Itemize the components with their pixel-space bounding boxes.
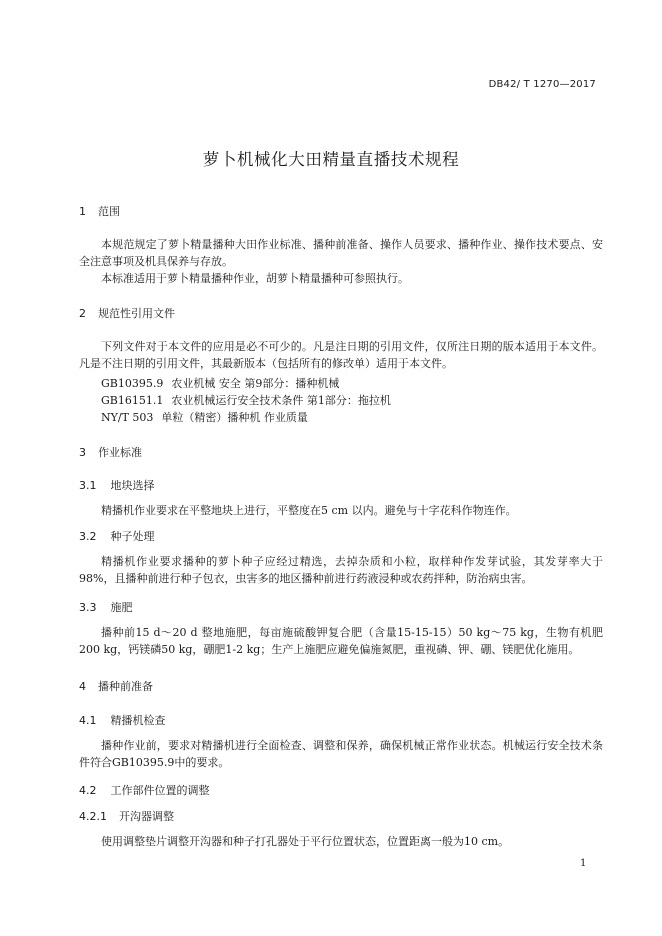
subsection-number: 3.3 — [79, 601, 97, 614]
subsection-3-2-heading — [79, 528, 155, 544]
section-number: 1 — [79, 205, 86, 218]
section-title: 范围 — [98, 205, 120, 218]
reference-code: NY/T 503 — [101, 411, 154, 424]
subsection-4-1-paragraph: 播种作业前，要求对精播机进行全面检查、调整和保养，确保机械正常作业状态。机械运行安全技术条件符合GB10395.9中的要求。 — [79, 739, 603, 769]
subsection-4-2-1-heading — [79, 808, 174, 824]
subsection-3-3-paragraph: 播种前15 d～20 d 整地施肥，每亩施硫酸钾复合肥（含量15-15-15）50 kg～75 kg，生物有机肥200 kg，钙镁磷50 kg，硼肥1-2 kg；生产上施肥应避免偏施氮肥，重视磷、钾、硼、镁肥优化施用。 — [79, 626, 603, 656]
reference-item — [101, 375, 339, 391]
subsection-4-2-1-paragraph: 使用调整垫片调整开沟器和种子打孔器处于平行位置状态，位置距离一般为10 cm。 — [101, 835, 510, 848]
section-number: 2 — [79, 307, 86, 320]
subsection-3-2-paragraph: 精播机作业要求播种的萝卜种子应经过精选，去掉杂质和小粒，取样种作发芽试验，其发芽率大于98%，且播种前进行种子包衣，虫害多的地区播种前进行药液浸种或农药拌种，防治病虫害。 — [79, 555, 603, 585]
reference-name: 农业机械 安全 第9部分：播种机械 — [171, 377, 340, 390]
page-number: 1 — [580, 858, 587, 869]
section-4-heading — [79, 678, 153, 694]
reference-item — [101, 392, 391, 408]
reference-item — [101, 409, 308, 425]
subsection-4-1-heading — [79, 712, 166, 728]
section-3-heading — [79, 444, 142, 460]
section-title: 作业标准 — [98, 446, 142, 459]
section-1-paragraph-1: 本规范规定了萝卜精量播种大田作业标准、播种前准备、操作人员要求、播种作业、操作技术要点、安全注意事项及机具保养与存放。 — [79, 238, 603, 268]
section-2-paragraph-1: 下列文件对于本文件的应用是必不可少的。凡是注日期的引用文件，仅所注日期的版本适用于本文件。凡是不注日期的引用文件，其最新版本（包括所有的修改单）适用于本文件。 — [79, 340, 603, 370]
subsection-3-1-paragraph: 精播机作业要求在平整地块上进行，平整度在5 cm 以内。避免与十字花科作物连作。 — [101, 504, 517, 517]
reference-code: GB16151.1 — [101, 394, 164, 407]
section-title: 播种前准备 — [98, 680, 153, 693]
reference-name: 农业机械运行安全技术条件 第1部分：拖拉机 — [171, 394, 391, 407]
subsection-3-3-heading — [79, 599, 133, 615]
standard-code: DB42/ T 1270—2017 — [488, 79, 596, 90]
subsection-title: 施肥 — [110, 601, 133, 614]
subsection-title: 开沟器调整 — [119, 810, 174, 823]
document-title: 萝卜机械化大田精量直播技术规程 — [202, 150, 460, 169]
subsection-title: 工作部件位置的调整 — [110, 784, 210, 797]
reference-code: GB10395.9 — [101, 377, 164, 390]
section-number: 4 — [79, 680, 86, 693]
subsection-title: 种子处理 — [110, 530, 155, 543]
subsection-number: 4.2 — [79, 784, 97, 797]
reference-name: 单粒（精密）播种机 作业质量 — [161, 411, 308, 424]
section-number: 3 — [79, 446, 86, 459]
subsection-number: 4.1 — [79, 714, 97, 727]
subsection-title: 地块选择 — [110, 479, 155, 492]
section-2-heading — [79, 305, 175, 321]
subsection-3-1-heading — [79, 477, 155, 493]
section-1-heading — [79, 203, 120, 219]
subsection-4-2-heading — [79, 782, 210, 798]
subsection-number: 3.1 — [79, 479, 97, 492]
subsection-title: 精播机检查 — [110, 714, 166, 727]
section-title: 规范性引用文件 — [98, 307, 175, 320]
section-1-paragraph-2: 本标准适用于萝卜精量播种作业，胡萝卜精量播种可参照执行。 — [101, 272, 409, 285]
subsection-number: 3.2 — [79, 530, 97, 543]
subsection-number: 4.2.1 — [79, 810, 107, 823]
